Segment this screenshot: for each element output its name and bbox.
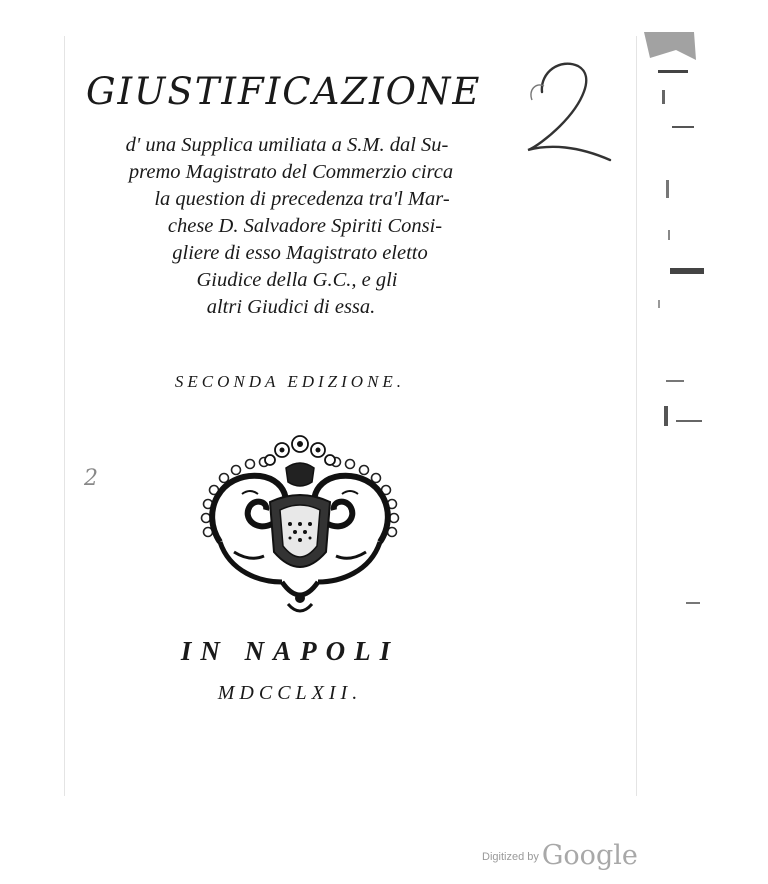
imprint-place: IN NAPOLI bbox=[180, 636, 400, 666]
digitized-by-watermark bbox=[482, 840, 638, 871]
description-line: la question di precedenza tra'l Mar- bbox=[154, 188, 450, 210]
page-edge-left bbox=[64, 36, 65, 796]
description-line: Giudice della G.C., e gli bbox=[196, 269, 398, 291]
handwritten-margin-number: 2 bbox=[84, 466, 98, 491]
handwritten-number-drawing bbox=[520, 52, 620, 162]
google-logo: Google bbox=[541, 840, 638, 871]
printers-ornament bbox=[190, 432, 410, 618]
description-line: chese D. Salvadore Spiriti Consi- bbox=[167, 215, 443, 237]
description-line: d' una Supplica umiliata a S.M. dal Su- bbox=[125, 134, 449, 156]
adjacent-page-edge bbox=[636, 30, 708, 790]
digitized-by-label: Digitized by bbox=[482, 851, 539, 863]
description-line: gliere di esso Magistrato eletto bbox=[172, 242, 428, 264]
edition-label: SECONDA EDIZIONE. bbox=[174, 372, 406, 391]
document-title: GIUSTIFICAZIONE bbox=[86, 70, 482, 113]
description-line: premo Magistrato del Commerzio circa bbox=[128, 161, 454, 183]
description-line: altri Giudici di essa. bbox=[206, 296, 376, 318]
imprint-year: MDCCLXII. bbox=[217, 682, 363, 704]
title-description bbox=[80, 132, 500, 321]
